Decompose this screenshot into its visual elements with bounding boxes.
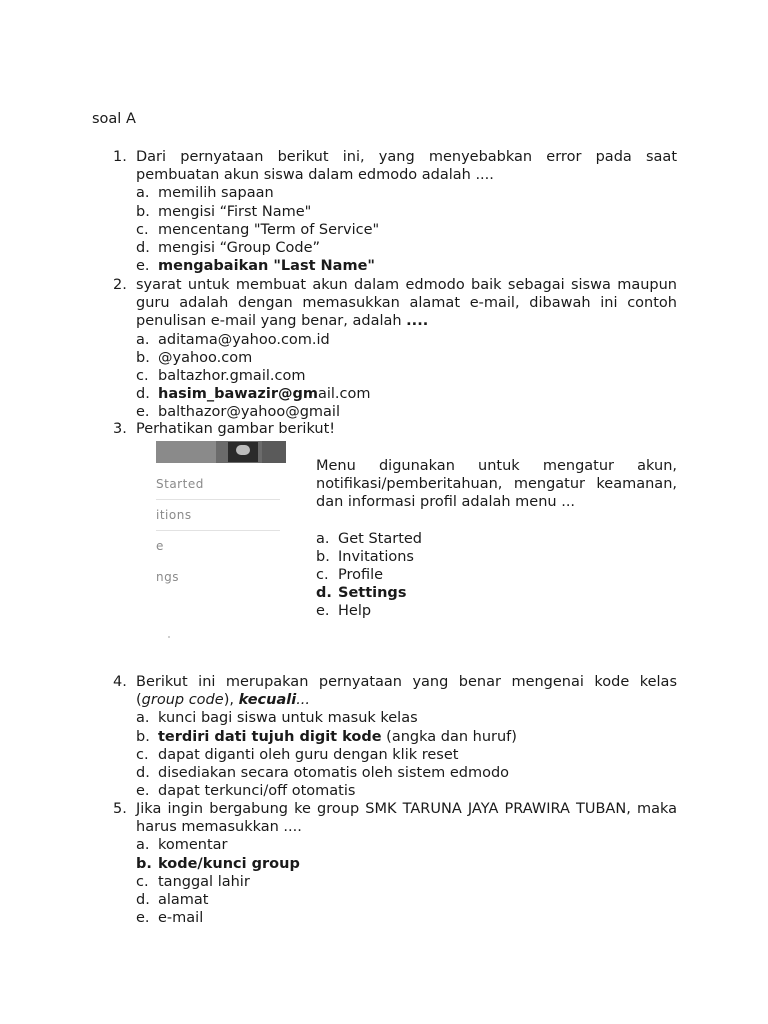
option-letter: e. (136, 404, 150, 421)
question-1 (113, 148, 677, 275)
option-text-answer: terdiri dati tujuh digit kode (angka dan huruf) (158, 728, 517, 745)
option-a (136, 184, 677, 202)
option-text: kunci bagi siswa untuk masuk kelas (158, 710, 418, 727)
option-letter: b. (136, 203, 150, 220)
option-b (316, 548, 677, 566)
option-letter: d. (316, 585, 332, 602)
question-text: Jika ingin bergabung ke group SMK TARUNA JAYA PRAWIRA TUBAN, maka harus memasukkan .... (136, 801, 677, 836)
option-text-answer: hasim_bawazir@gmail.com (158, 386, 371, 403)
question-side-text: Menu digunakan untuk mengatur akun, notifikasi/pemberitahuan, mengatur keamanan, dan informasi profil adalah menu ... (316, 458, 677, 511)
question-number: 1. (113, 149, 127, 165)
option-letter: a. (136, 185, 150, 202)
option-letter: d. (136, 240, 150, 257)
question-text: Berikut ini merupakan pernyataan yang benar mengenai kode kelas (group code), kecuali... (136, 674, 677, 709)
option-a (136, 331, 677, 349)
option-text: dapat diganti oleh guru dengan klik reset (158, 746, 459, 763)
option-a (136, 709, 677, 727)
option-e-answer (136, 257, 677, 275)
option-letter: e. (136, 783, 150, 800)
option-b (136, 203, 677, 221)
option-text: mengisi “Group Code” (158, 240, 321, 257)
menu-item-settings: ngs (156, 570, 179, 584)
option-c (316, 566, 677, 584)
option-letter: a. (316, 530, 330, 547)
option-text-answer: mengabaikan "Last Name" (158, 258, 375, 275)
menu-item-invitations: itions (156, 508, 192, 522)
question-keyword: kecuali (238, 692, 297, 709)
edmodo-menu-screenshot (156, 441, 286, 641)
option-text: Profile (338, 567, 384, 584)
option-text: baltazhor.gmail.com (158, 368, 306, 385)
option-text: komentar (158, 837, 228, 854)
option-list (136, 709, 677, 800)
option-letter: e. (136, 910, 150, 927)
option-b-answer (136, 728, 677, 746)
option-e (136, 909, 677, 927)
option-letter: c. (316, 567, 329, 584)
option-text: dapat terkunci/off otomatis (158, 783, 356, 800)
option-list (136, 184, 677, 275)
question-4 (113, 673, 677, 800)
question-text: syarat untuk membuat akun dalam edmodo baik sebagai siswa maupun guru adalah dengan memasukkan alamat e-mail, dibawah ini contoh penulisan e-mail yang benar, adalah .... (136, 277, 677, 330)
option-b-answer (136, 855, 677, 873)
option-text: mengisi “First Name" (158, 203, 312, 220)
menu-item-started: Started (156, 477, 204, 491)
option-letter: d. (136, 386, 150, 403)
option-letter: a. (136, 837, 150, 854)
option-list (136, 836, 677, 927)
option-letter: b. (136, 349, 150, 366)
question-number: 5. (113, 801, 127, 817)
option-list (136, 331, 677, 422)
option-text: disediakan secara otomatis oleh sistem edmodo (158, 765, 510, 782)
option-text: aditama@yahoo.com.id (158, 331, 330, 348)
option-letter: c. (136, 746, 149, 763)
option-d (136, 239, 677, 257)
question-number: 4. (113, 674, 127, 690)
menu-item-profile: e (156, 539, 164, 553)
question-text: Dari pernyataan berikut ini, yang menyebabkan error pada saat pembuatan akun siswa dalam edmodo adalah .... (136, 149, 677, 184)
option-c (136, 746, 677, 764)
option-text: memilih sapaan (158, 185, 274, 202)
option-letter: c. (136, 873, 149, 890)
option-d (136, 764, 677, 782)
option-text: Get Started (338, 530, 422, 547)
screenshot-header (156, 441, 286, 463)
option-text: Invitations (338, 548, 414, 565)
question-text: Perhatikan gambar berikut! (136, 421, 336, 437)
option-letter: c. (136, 368, 149, 385)
option-c (136, 221, 677, 239)
option-list (316, 530, 677, 621)
option-a (136, 836, 677, 854)
option-letter: a. (136, 710, 150, 727)
question-number: 3. (113, 421, 127, 437)
option-letter: c. (136, 221, 149, 238)
option-e (316, 602, 677, 620)
option-text: balthazor@yahoo@gmail (158, 404, 340, 421)
question-text-ellipsis: .... (406, 313, 429, 330)
option-letter: b. (316, 548, 330, 565)
question-3-side (316, 457, 677, 621)
option-text-answer: kode/kunci group (158, 855, 300, 872)
option-text: alamat (158, 892, 209, 909)
option-letter: e. (136, 258, 150, 275)
option-text: Help (338, 603, 372, 620)
option-c (136, 873, 677, 891)
option-d-answer (136, 385, 677, 403)
option-letter: d. (136, 892, 150, 909)
option-letter: a. (136, 331, 150, 348)
option-e (136, 782, 677, 800)
option-e (136, 403, 677, 421)
option-text: e-mail (158, 910, 204, 927)
question-3 (113, 420, 677, 438)
question-2 (113, 276, 677, 422)
option-text-answer: Settings (338, 585, 407, 602)
question-5 (113, 800, 677, 927)
option-letter: b. (136, 855, 152, 872)
option-d (136, 891, 677, 909)
option-letter: e. (316, 603, 330, 620)
option-b (136, 349, 677, 367)
option-letter: d. (136, 765, 150, 782)
option-c (136, 367, 677, 385)
option-text: mencentang "Term of Service" (158, 221, 380, 238)
page-title: soal A (92, 111, 136, 127)
option-d-answer (316, 584, 677, 602)
option-letter: b. (136, 728, 150, 745)
option-text: tanggal lahir (158, 873, 250, 890)
option-a (316, 530, 677, 548)
option-text: @yahoo.com (158, 349, 253, 366)
question-number: 2. (113, 277, 127, 293)
